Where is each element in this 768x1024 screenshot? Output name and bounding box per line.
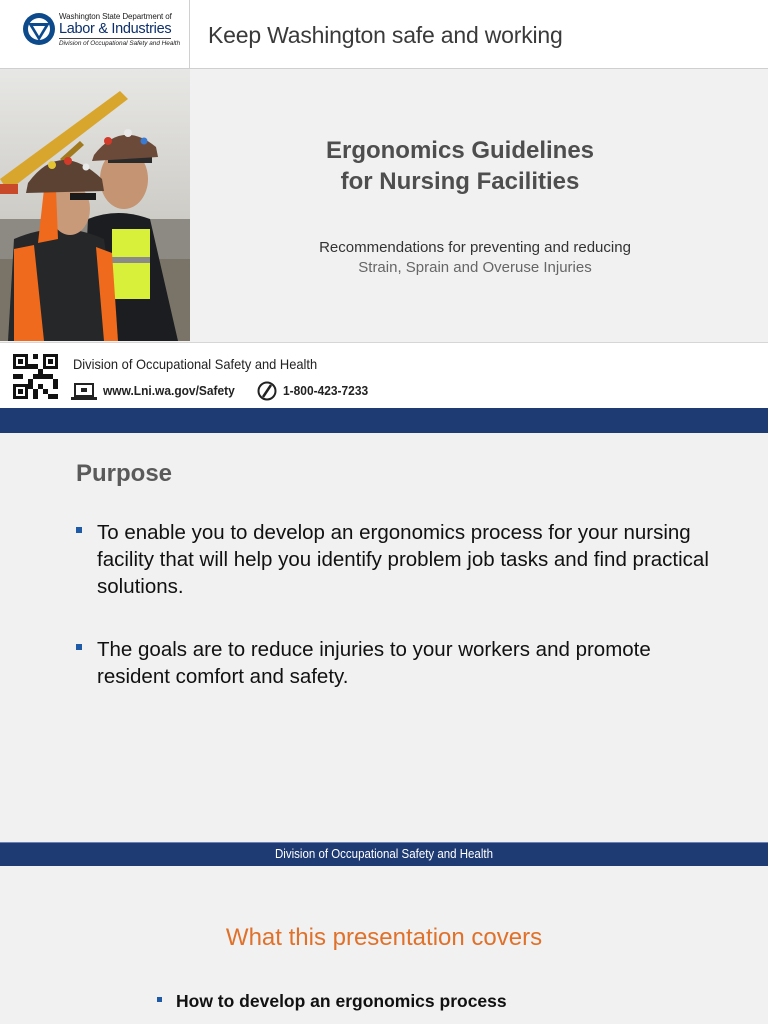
phone-icon: [257, 381, 277, 401]
header-tagline: Keep Washington safe and working: [208, 22, 563, 48]
lni-logo[interactable]: [22, 10, 181, 58]
logo-line3: Division of Occupational Safety and Health: [59, 40, 181, 47]
bullet-text: The goals are to reduce injuries to your workers and promote resident comfort and safety.: [97, 638, 651, 688]
logo-line1: Washington State Department of: [59, 12, 172, 21]
covers-slide: [0, 866, 768, 1024]
bullet-text: How to develop an ergonomics process: [176, 991, 507, 1011]
header: [0, 0, 768, 69]
purpose-heading: Purpose: [76, 460, 173, 487]
workers-photo: [0, 69, 190, 341]
footer-label: Division of Occupational Safety and Health: [274, 847, 493, 861]
info-division: Division of Occupational Safety and Health: [73, 356, 318, 372]
list-item: [76, 519, 726, 600]
bullet-text: To enable you to develop an ergonomics process for your nursing facility that will help you identify problem job tasks and find practical solutions.: [97, 521, 709, 598]
title-line1: Ergonomics Guidelines: [325, 137, 595, 164]
contact-info-bar: [0, 342, 768, 409]
logo-text: [59, 12, 181, 47]
purpose-slide: [0, 433, 768, 843]
slide-title: [190, 135, 730, 197]
bullet-square-icon: [76, 527, 82, 533]
info-url-link[interactable]: www.Lni.wa.gov/Safety: [103, 383, 235, 398]
subtitle-line2: Strain, Sprain and Overuse Injuries: [358, 259, 592, 276]
slide-footer-band: [0, 842, 768, 867]
slide-divider-band: [0, 408, 768, 433]
list-item: [76, 636, 726, 690]
bullet-square-icon: [76, 644, 82, 650]
covers-heading: What this presentation covers: [225, 924, 543, 951]
laptop-icon: [70, 383, 98, 401]
logo-line2: Labor & Industries: [59, 21, 172, 37]
bullet-square-icon: [157, 997, 162, 1002]
info-phone[interactable]: 1-800-423-7233: [283, 383, 369, 398]
logo-divider: [59, 38, 171, 39]
logo-mark-icon: [22, 12, 56, 46]
header-divider: [189, 0, 190, 68]
subtitle-line1: Recommendations for preventing and reducing: [319, 239, 631, 256]
title-line2: for Nursing Facilities: [340, 168, 580, 195]
qr-code-icon[interactable]: [13, 354, 58, 399]
list-item: [157, 990, 768, 1012]
title-panel: [190, 69, 768, 341]
